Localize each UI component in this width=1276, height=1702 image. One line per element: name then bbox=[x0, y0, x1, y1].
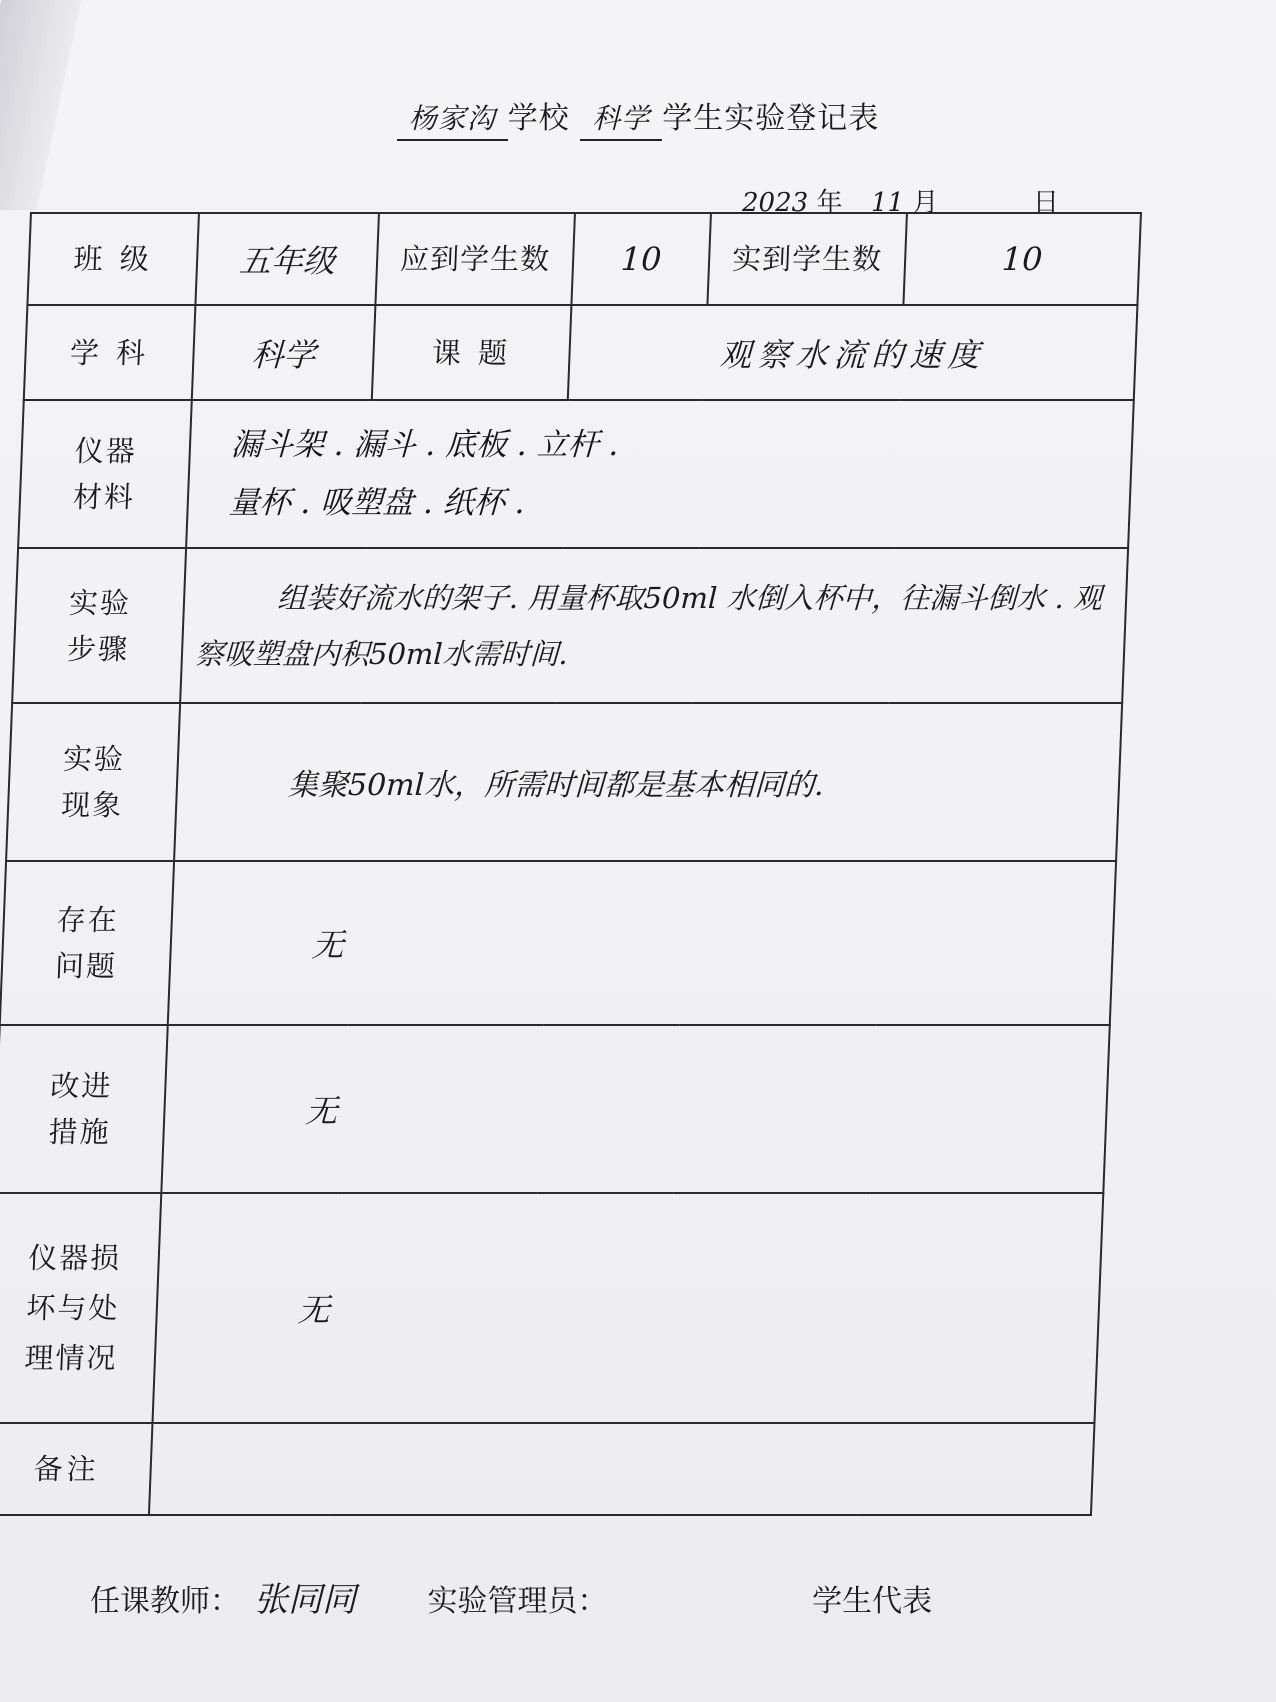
topic-label: 课 题 bbox=[372, 305, 572, 400]
row-phenomenon bbox=[6, 703, 1122, 861]
row-problems bbox=[0, 861, 1116, 1025]
form-title bbox=[0, 93, 1276, 141]
improvement-label: 改进措施 bbox=[0, 1025, 168, 1193]
date-month-unit: 月 bbox=[912, 188, 939, 218]
damage-value: 无 bbox=[152, 1193, 1103, 1423]
student-rep-label: 学生代表 bbox=[812, 1584, 933, 1619]
subject-name: 科学 bbox=[580, 97, 662, 141]
expected-value: 10 bbox=[571, 213, 711, 305]
teacher-label: 任课教师： bbox=[90, 1584, 240, 1619]
phenomenon-label: 实验现象 bbox=[6, 703, 180, 861]
steps-value: 组装好流水的架子. 用量杯取50ml 水倒入杯中，往漏斗倒水 . 观察吸塑盘内积50ml水需时间. bbox=[180, 548, 1128, 703]
problems-label: 存在问题 bbox=[0, 861, 174, 1025]
problems-value: 无 bbox=[168, 861, 1116, 1025]
improvement-value: 无 bbox=[161, 1025, 1109, 1193]
registration-form bbox=[0, 212, 1140, 1516]
title-suffix: 学生实验登记表 bbox=[662, 101, 880, 136]
materials-line-2: 量杯 . 吸塑盘 . 纸杯 . bbox=[228, 485, 526, 521]
materials-label: 仪器材料 bbox=[18, 400, 192, 548]
date-year-unit: 年 bbox=[816, 188, 843, 218]
subject-label: 学 科 bbox=[24, 305, 196, 400]
phenomenon-value: 集聚50ml水，所需时间都是基本相同的. bbox=[174, 703, 1122, 861]
actual-label: 实到学生数 bbox=[707, 213, 907, 305]
admin-label: 实验管理员： bbox=[427, 1584, 608, 1619]
row-remarks bbox=[0, 1423, 1094, 1515]
damage-label: 仪器损坏与处理情况 bbox=[0, 1193, 161, 1423]
class-value: 五年级 bbox=[195, 213, 379, 305]
date-year: 2023 bbox=[742, 188, 809, 218]
row-damage bbox=[0, 1193, 1103, 1423]
row-subject bbox=[24, 305, 1138, 400]
class-label: 班 级 bbox=[27, 213, 199, 305]
row-materials bbox=[18, 400, 1134, 548]
school-name: 杨家沟 bbox=[397, 97, 508, 141]
school-suffix: 学校 bbox=[507, 101, 570, 136]
row-improvement bbox=[0, 1025, 1110, 1193]
signature-line bbox=[90, 1572, 1190, 1621]
expected-label: 应到学生数 bbox=[375, 213, 575, 305]
topic-value: 观察水流的速度 bbox=[568, 305, 1138, 400]
row-class bbox=[27, 213, 1141, 305]
actual-value: 10 bbox=[903, 213, 1141, 305]
remarks-value bbox=[149, 1423, 1095, 1515]
date-day-unit: 日 bbox=[1032, 188, 1059, 218]
remarks-label: 备注 bbox=[0, 1423, 152, 1515]
materials-value bbox=[186, 400, 1134, 548]
steps-label: 实验步骤 bbox=[12, 548, 186, 703]
materials-line-1: 漏斗架 . 漏斗 . 底板 . 立杆 . bbox=[230, 427, 620, 463]
row-steps bbox=[12, 548, 1128, 703]
subject-value: 科学 bbox=[192, 305, 376, 400]
date-month: 11 bbox=[870, 188, 905, 218]
teacher-signature: 张同同 bbox=[254, 1580, 356, 1620]
